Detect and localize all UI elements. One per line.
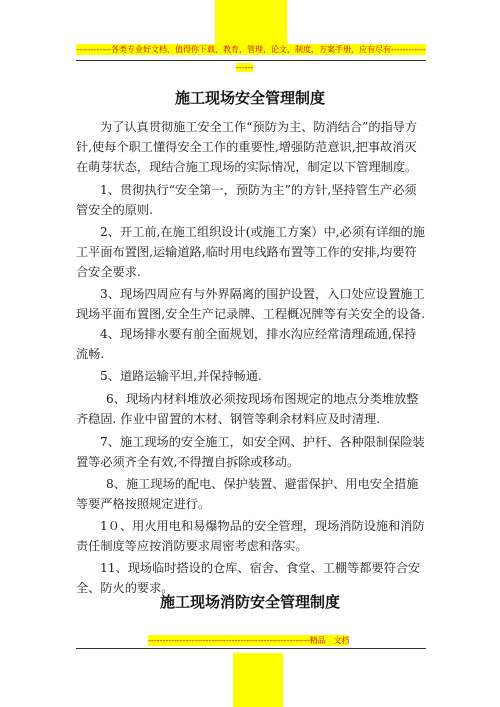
rule-11: 11、现场临时搭设的仓库、宿舍、食堂、工棚等都要符合安全、防火的要求。 <box>76 561 421 595</box>
section-title: 施工现场消防安全管理制度 <box>159 593 340 611</box>
rule-5: 5、道路运输平坦,并保持畅通. <box>100 369 262 383</box>
header-highlight <box>215 0 287 50</box>
rule-7: 7、施工现场的安全施工，如安全网、护杆、各种限制保险装置等必须齐全有效,不得擅自拆除或移动。 <box>76 435 425 469</box>
rule-10: 1０、用火用电和易爆物品的安全管理，现场消防设施和消防责任制度等应按消防要求周密考虑和落实。 <box>76 519 425 553</box>
rule-1: 1、贯彻执行“安全第一，预防为主”的方针,坚持管生产必须管安全的原则. <box>76 183 417 217</box>
rule-3: 3、现场四周应有与外界隔离的围护设置，入口处应设置施工现场平面布置图,安全生产记录牌、工程概况牌等有关安全的设备. <box>76 287 425 321</box>
rule-6: 6、现场内材料堆放必须按现场布图规定的地点分类堆放整齐稳固. 作业中留置的木材、钢管等剩余材料应及时清理. <box>76 392 419 426</box>
rule-4: 4、现场排水要有前全面规划，排水沟应经常清理疏通,保持流畅. <box>76 327 417 361</box>
header-tail: ------ <box>236 63 254 72</box>
rule-8: 8、施工现场的配电、保护装置、避雷保护、用电安全措施等要严格按照规定进行。 <box>76 477 419 511</box>
intro-paragraph: 为了认真贯彻施工安全工作“预防为主、防消结合”的指导方针,使每个职工懂得安全工作的重要性,增强防范意识,把事故消灭在萌芽状态，现结合施工现场的实际情况，制定以下管理制度。 <box>76 120 418 174</box>
footer-highlight <box>233 653 283 707</box>
header-banner: ------------各类专业好文档，值得你下载，教育，管理，论文，制度，方案手册，应有尽有------------ <box>76 45 426 54</box>
rule-2: 2、开工前,在施工组织设计(或施工方案）中,必须有详细的施工平面布置图,运输道路,临时用电线路布置等工作的安排,均要符合安全要求. <box>76 225 425 279</box>
footer-divider <box>76 648 426 649</box>
header-divider <box>76 60 426 61</box>
page-title: 施工现场安全管理制度 <box>174 89 325 107</box>
footer-banner: --------------------------------------------------------精品 文档 <box>148 636 350 645</box>
